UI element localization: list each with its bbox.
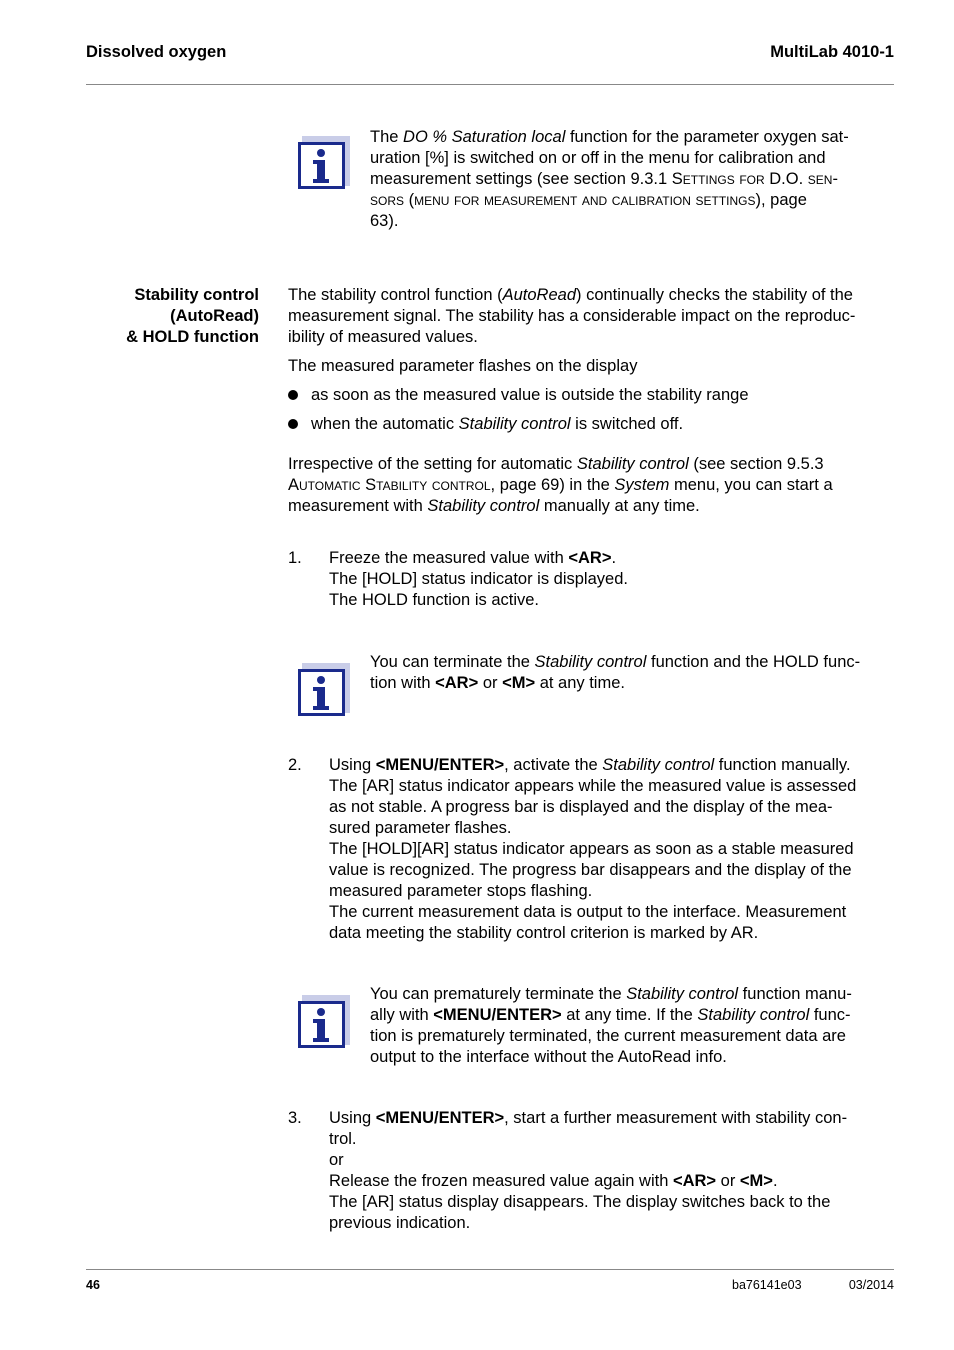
side-heading: Stability control (AutoRead) & HOLD function [126,286,259,346]
step-number: 3. [288,1109,302,1127]
step-number: 1. [288,549,302,567]
step-number: 2. [288,756,302,774]
bullet-dot [288,390,298,400]
step-2: Using <MENU/ENTER>, activate the Stability control function manually. The [AR] status indicator appears while the measured value is assessed as not stable. A progress bar is displayed and the display of the mea- sured parameter flashes. The [HOLD][AR] status indicator appears as soon as a stable measured value is recognized. The progress bar disappears and the display of the measured parameter stops flashing. The current measurement data is output to the interface. Measurement data meeting the stability control criterion is marked by AR. [329,756,857,942]
info-icon [298,136,350,190]
info-icon [298,995,350,1049]
header-title: Dissolved oxygen [86,43,227,61]
header-product: MultiLab 4010-1 [770,43,894,61]
irrespective-paragraph: Irrespective of the setting for automatic Stability control (see section 9.5.3 Automatic Stability control, page 69) in the System menu, you can start a measurement with Stability control manually at any time. [288,455,833,515]
page-number: 46 [86,1278,100,1292]
note-terminate: You can terminate the Stability control function and the HOLD func- tion with <AR> or <M> at any time. [370,653,861,692]
info-icon [298,663,350,717]
intro-paragraph: The stability control function (AutoRead) continually checks the stability of the measurement signal. The stability has a considerable impact on the reproduc- ibility of measured values. [288,286,856,346]
flash-text: The measured parameter flashes on the display [288,357,638,375]
document-date: 03/2014 [848,1278,894,1292]
bullet-item: as soon as the measured value is outside the stability range [311,386,749,404]
header-rule [86,84,894,85]
bullet-item: when the automatic Stability control is switched off. [311,415,684,433]
document-id: ba76141e03 [732,1278,802,1292]
footer-rule [86,1269,894,1270]
note-saturation: The DO % Saturation local function for the parameter oxygen sat- uration [%] is switched on or off in the menu for calibration and measurement settings (see section 9.3.1 Settings for D.O. sen- sors (menu for measurement and calibration settings), page 63). [370,128,849,230]
bullet-dot [288,419,298,429]
step-3: Using <MENU/ENTER>, start a further measurement with stability con- trol. or Release the frozen measured value again with <AR> or <M>. The [AR] status display disappears. The display switches back to the previous indication. [329,1109,848,1232]
note-premature: You can prematurely terminate the Stability control function manu- ally with <MENU/ENTER> at any time. If the Stability control func- tion is prematurely terminated, the current measurement data are output to the interface without the AutoRead info. [370,985,852,1066]
step-1: Freeze the measured value with <AR>. The [HOLD] status indicator is displayed. The HOLD function is active. [329,549,628,609]
